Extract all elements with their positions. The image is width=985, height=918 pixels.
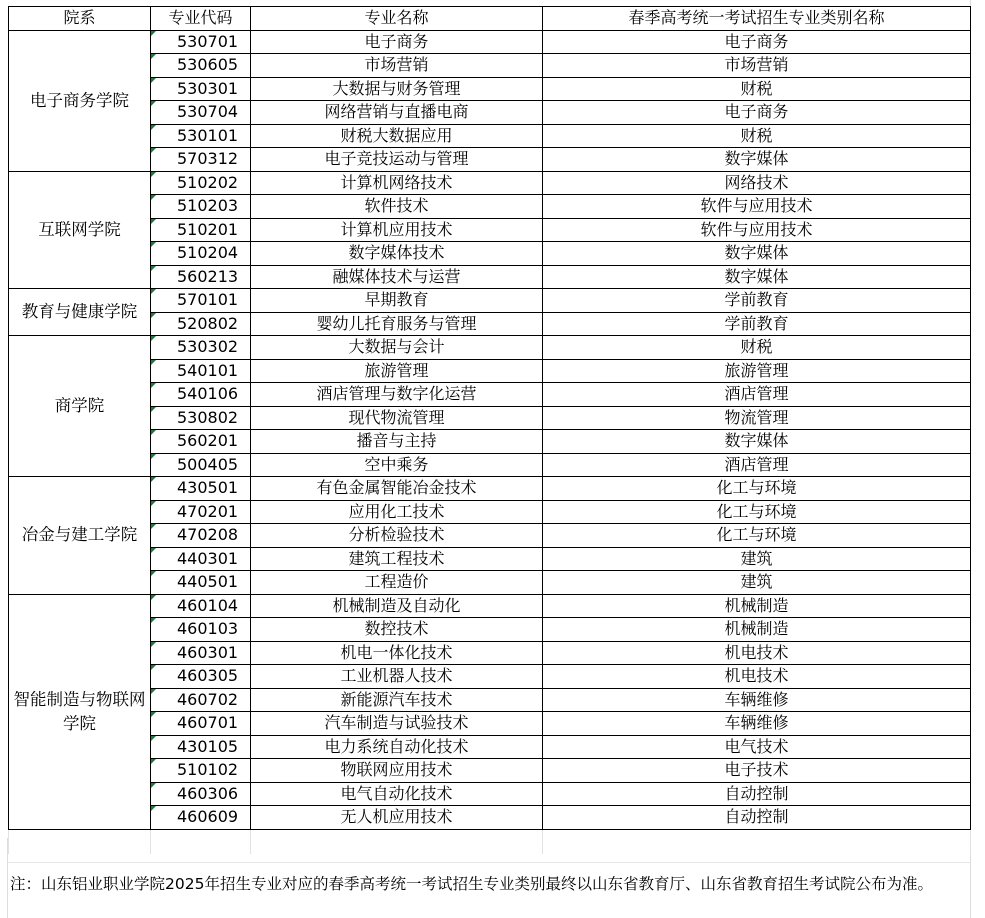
category-cell[interactable]: 化工与环境 [543,524,971,548]
major-name-cell[interactable]: 新能源汽车技术 [251,688,543,712]
code-cell[interactable]: 540101 [151,359,251,383]
code-cell[interactable]: 460305 [151,665,251,689]
sheet-gridline-blank-row [8,862,970,863]
major-name-cell[interactable]: 播音与主持 [251,430,543,454]
table-row [9,195,971,219]
table-row [9,712,971,736]
code-cell[interactable]: 430105 [151,735,251,759]
code-cell[interactable]: 530101 [151,124,251,148]
major-name-cell[interactable]: 机电一体化技术 [251,641,543,665]
code-cell[interactable]: 470201 [151,500,251,524]
code-cell[interactable]: 510203 [151,195,251,219]
footnote: 注：山东铝业职业学院2025年招生专业对应的春季高考统一考试招生专业类别最终以山东省教育厅、山东省教育招生考试院公布为准。 [10,875,933,893]
major-name-cell[interactable]: 分析检验技术 [251,524,543,548]
code-cell[interactable]: 460301 [151,641,251,665]
table-row [9,524,971,548]
category-cell[interactable]: 学前教育 [543,312,971,336]
major-name-cell[interactable]: 工业机器人技术 [251,665,543,689]
table-row [9,782,971,806]
table-row [9,77,971,101]
table-row [9,171,971,195]
category-cell[interactable]: 财税 [543,77,971,101]
category-cell[interactable]: 电子商务 [543,30,971,54]
major-name-cell[interactable]: 婴幼儿托育服务与管理 [251,312,543,336]
category-cell[interactable]: 电气技术 [543,735,971,759]
major-name-cell[interactable]: 数控技术 [251,618,543,642]
code-cell[interactable]: 500405 [151,453,251,477]
category-cell[interactable]: 车辆维修 [543,688,971,712]
code-cell[interactable]: 530704 [151,101,251,125]
major-table-container [8,6,970,854]
major-name-cell[interactable]: 电力系统自动化技术 [251,735,543,759]
major-name-cell[interactable]: 市场营销 [251,54,543,78]
category-cell[interactable]: 财税 [543,124,971,148]
category-cell[interactable]: 软件与应用技术 [543,195,971,219]
category-cell[interactable]: 酒店管理 [543,383,971,407]
category-cell[interactable]: 旅游管理 [543,359,971,383]
code-cell[interactable]: 510204 [151,242,251,266]
table-row [9,571,971,595]
dept-cell[interactable]: 智能制造与物联网学院 [9,594,151,829]
header-name[interactable]: 专业名称 [251,7,543,31]
major-name-cell[interactable]: 软件技术 [251,195,543,219]
empty-cell[interactable] [543,829,971,854]
code-cell[interactable]: 430501 [151,477,251,501]
header-category[interactable]: 春季高考统一考试招生专业类别名称 [543,7,971,31]
category-cell[interactable]: 数字媒体 [543,265,971,289]
category-cell[interactable]: 车辆维修 [543,712,971,736]
table-row [9,500,971,524]
table-row [9,54,971,78]
category-cell[interactable]: 机电技术 [543,641,971,665]
category-cell[interactable]: 电子商务 [543,101,971,125]
category-cell[interactable]: 机械制造 [543,594,971,618]
dept-cell[interactable]: 商学院 [9,336,151,477]
code-cell[interactable]: 530701 [151,30,251,54]
code-cell[interactable]: 460701 [151,712,251,736]
code-cell[interactable]: 570101 [151,289,251,313]
code-cell[interactable]: 510102 [151,759,251,783]
major-name-cell[interactable]: 工程造价 [251,571,543,595]
table-row [9,665,971,689]
empty-cell[interactable] [9,829,151,854]
table-row [9,453,971,477]
major-name-cell[interactable]: 大数据与财务管理 [251,77,543,101]
dept-cell[interactable]: 互联网学院 [9,171,151,289]
code-cell[interactable]: 460104 [151,594,251,618]
table-row [9,430,971,454]
table-row [9,289,971,313]
table-row [9,735,971,759]
category-cell[interactable]: 数字媒体 [543,148,971,172]
category-cell[interactable]: 网络技术 [543,171,971,195]
major-name-cell[interactable]: 早期教育 [251,289,543,313]
category-cell[interactable]: 学前教育 [543,289,971,313]
code-cell[interactable]: 440301 [151,547,251,571]
dept-cell[interactable]: 冶金与建工学院 [9,477,151,595]
code-cell[interactable]: 520802 [151,312,251,336]
code-cell[interactable]: 570312 [151,148,251,172]
table-row [9,759,971,783]
category-cell[interactable]: 机电技术 [543,665,971,689]
category-cell[interactable]: 自动控制 [543,782,971,806]
major-name-cell[interactable]: 有色金属智能冶金技术 [251,477,543,501]
table-row [9,101,971,125]
category-cell[interactable]: 自动控制 [543,806,971,830]
category-cell[interactable]: 化工与环境 [543,477,971,501]
code-cell[interactable]: 530802 [151,406,251,430]
category-cell[interactable]: 数字媒体 [543,242,971,266]
header-row [9,7,971,31]
major-name-cell[interactable]: 应用化工技术 [251,500,543,524]
table-row [9,406,971,430]
table-row [9,218,971,242]
category-cell[interactable]: 市场营销 [543,54,971,78]
table-row [9,359,971,383]
table-row [9,547,971,571]
major-name-cell[interactable]: 旅游管理 [251,359,543,383]
code-cell[interactable]: 510202 [151,171,251,195]
dept-cell[interactable]: 电子商务学院 [9,30,151,171]
code-cell[interactable]: 560201 [151,430,251,454]
major-name-cell[interactable]: 物联网应用技术 [251,759,543,783]
table-row [9,806,971,830]
major-name-cell[interactable]: 计算机网络技术 [251,171,543,195]
table-row [9,688,971,712]
code-cell[interactable]: 530301 [151,77,251,101]
category-cell[interactable]: 软件与应用技术 [543,218,971,242]
major-table [8,6,971,854]
major-name-cell[interactable]: 空中乘务 [251,453,543,477]
code-cell[interactable]: 460702 [151,688,251,712]
major-name-cell[interactable]: 网络营销与直播电商 [251,101,543,125]
table-row [9,641,971,665]
code-cell[interactable]: 440501 [151,571,251,595]
empty-cell[interactable] [251,829,543,854]
table-body [9,30,971,854]
major-name-cell[interactable]: 酒店管理与数字化运营 [251,383,543,407]
empty-row [9,829,971,854]
code-cell[interactable]: 530605 [151,54,251,78]
header-code[interactable]: 专业代码 [151,7,251,31]
header-dept[interactable]: 院系 [9,7,151,31]
table-row [9,594,971,618]
major-name-cell[interactable]: 计算机应用技术 [251,218,543,242]
major-name-cell[interactable]: 建筑工程技术 [251,547,543,571]
category-cell[interactable]: 建筑 [543,547,971,571]
dept-cell[interactable]: 教育与健康学院 [9,289,151,336]
major-name-cell[interactable]: 电气自动化技术 [251,782,543,806]
category-cell[interactable]: 数字媒体 [543,430,971,454]
table-row [9,383,971,407]
major-name-cell[interactable]: 机械制造及自动化 [251,594,543,618]
category-cell[interactable]: 建筑 [543,571,971,595]
code-cell[interactable]: 560213 [151,265,251,289]
code-cell[interactable]: 540106 [151,383,251,407]
category-cell[interactable]: 酒店管理 [543,453,971,477]
category-cell[interactable]: 物流管理 [543,406,971,430]
category-cell[interactable]: 化工与环境 [543,500,971,524]
major-name-cell[interactable]: 汽车制造与试验技术 [251,712,543,736]
table-row [9,242,971,266]
table-row [9,477,971,501]
code-cell[interactable]: 510201 [151,218,251,242]
major-name-cell[interactable]: 无人机应用技术 [251,806,543,830]
code-cell[interactable]: 460103 [151,618,251,642]
major-name-cell[interactable]: 融媒体技术与运营 [251,265,543,289]
empty-cell[interactable] [151,829,251,854]
major-name-cell[interactable]: 财税大数据应用 [251,124,543,148]
code-cell[interactable]: 530302 [151,336,251,360]
category-cell[interactable]: 机械制造 [543,618,971,642]
table-row [9,265,971,289]
major-name-cell[interactable]: 数字媒体技术 [251,242,543,266]
major-name-cell[interactable]: 现代物流管理 [251,406,543,430]
table-row [9,148,971,172]
major-name-cell[interactable]: 大数据与会计 [251,336,543,360]
table-row [9,336,971,360]
code-cell[interactable]: 460306 [151,782,251,806]
table-row [9,312,971,336]
category-cell[interactable]: 电子技术 [543,759,971,783]
category-cell[interactable]: 财税 [543,336,971,360]
major-name-cell[interactable]: 电子竞技运动与管理 [251,148,543,172]
table-row [9,30,971,54]
table-row [9,618,971,642]
table-row [9,124,971,148]
major-name-cell[interactable]: 电子商务 [251,30,543,54]
code-cell[interactable]: 460609 [151,806,251,830]
code-cell[interactable]: 470208 [151,524,251,548]
